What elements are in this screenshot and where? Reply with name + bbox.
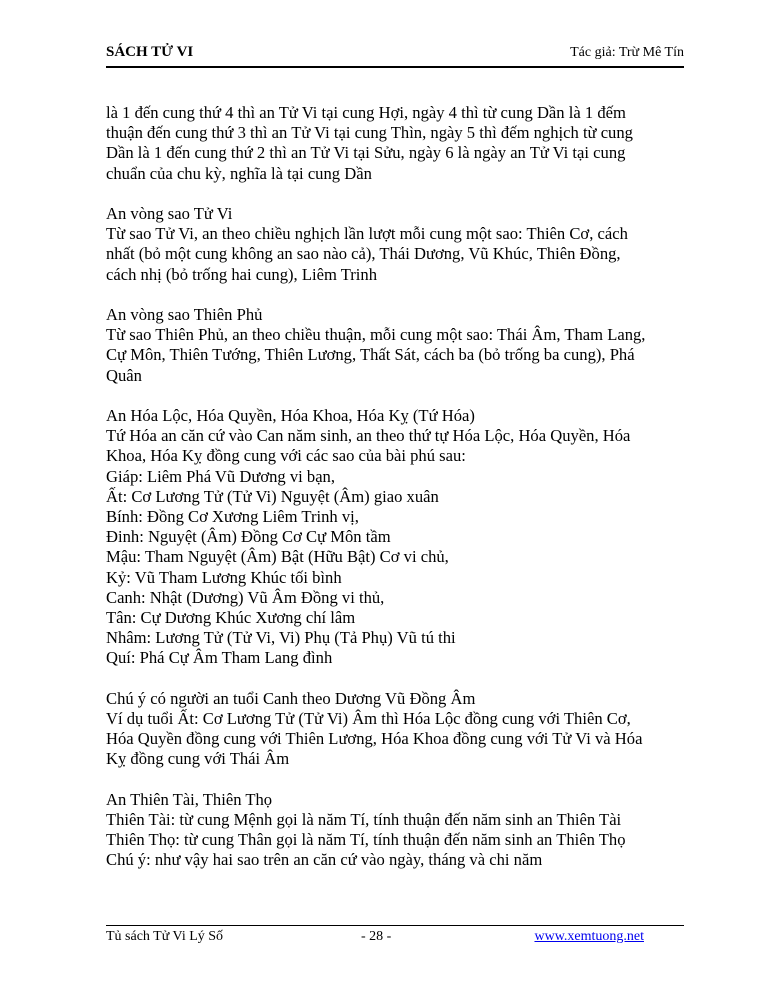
text-line: Từ sao Tử Vi, an theo chiều nghịch lần lượt mỗi cung một sao: Thiên Cơ, cách [106,224,628,244]
page-number: - 28 - [361,929,392,944]
text-line: Canh: Nhật (Dương) Vũ Âm Đồng vi thủ, [106,587,385,607]
text-line: Ất: Cơ Lương Tử (Tử Vi) Nguyệt (Âm) giao xuân [106,486,439,506]
text-line: Thiên Tài: từ cung Mệnh gọi là năm Tí, tính thuận đến năm sinh an Thiên Tài [106,810,622,830]
book-title: SÁCH TỬ VI [106,44,194,60]
paragraph [106,204,696,285]
text-line: Cự Môn, Thiên Tướng, Thiên Lương, Thất Sát, cách ba (bỏ trống ba cung), Phá [106,345,635,365]
text-line: Đinh: Nguyệt (Âm) Đồng Cơ Cự Môn tầm [106,527,391,547]
paragraph [106,103,696,184]
text-line: An Hóa Lộc, Hóa Quyền, Hóa Khoa, Hóa Kỵ (Tứ Hóa) [106,406,475,425]
page-header [106,44,684,68]
text-line: Thiên Thọ: từ cung Thân gọi là năm Tí, tính thuận đến năm sinh an Thiên Thọ [106,830,626,850]
text-line: Chú ý có người an tuổi Canh theo Dương Vũ Đồng Âm [106,688,476,708]
text-line: cách nhị (bỏ trống hai cung), Liêm Trinh [106,264,377,284]
paragraph [106,790,696,871]
text-line: Từ sao Thiên Phủ, an theo chiều thuận, mỗi cung một sao: Thái Âm, Tham Lang, [106,325,646,345]
text-line: Nhâm: Lương Tử (Tử Vi, Vi) Phụ (Tả Phụ) Vũ tú thi [106,628,456,648]
text-line: Tân: Cự Dương Khúc Xương chí lâm [106,608,356,628]
text-line: An vòng sao Tử Vi [106,204,233,223]
paragraph [106,406,696,669]
series-name: Tủ sách Tử Vi Lý Số [106,929,224,944]
paragraph [106,305,696,386]
text-line: An vòng sao Thiên Phủ [106,305,263,324]
text-line: Mậu: Tham Nguyệt (Âm) Bật (Hữu Bật) Cơ vi chủ, [106,547,449,567]
text-line: là 1 đến cung thứ 4 thì an Tử Vi tại cung Hợi, ngày 4 thì từ cung Dần là 1 đếm [106,103,626,122]
text-line: Kỷ: Vũ Tham Lương Khúc tối bình [106,567,342,587]
document-body [106,103,696,891]
page-footer [106,925,684,946]
text-line: An Thiên Tài, Thiên Thọ [106,789,273,809]
author-label: Tác giả: Trừ Mê Tín [570,45,684,60]
text-line: Bính: Đồng Cơ Xương Liêm Trinh vị, [106,507,359,527]
text-line: chuẩn của chu kỳ, nghĩa là tại cung Dần [106,163,372,183]
text-line: nhất (bỏ một cung không an sao nào cả), Thái Dương, Vũ Khúc, Thiên Đồng, [106,244,621,264]
website-link[interactable]: www.xemtuong.net [534,929,644,944]
text-line: Dần là 1 đến cung thứ 2 thì an Tử Vi tại Sửu, ngày 6 là ngày an Tử Vi tại cung [106,143,626,163]
text-line: thuận đến cung thứ 3 thì an Tử Vi tại cung Thìn, ngày 5 thì đếm nghịch từ cung [106,123,633,143]
text-line: Ví dụ tuổi Ất: Cơ Lương Tử (Tử Vi) Âm thì Hóa Lộc đồng cung với Thiên Cơ, [106,709,631,729]
text-line: Quí: Phá Cự Âm Tham Lang đình [106,648,333,668]
text-line: Kỵ đồng cung với Thái Âm [106,749,290,769]
text-line: Hóa Quyền đồng cung với Thiên Lương, Hóa Khoa đồng cung với Tử Vi và Hóa [106,729,643,749]
text-line: Giáp: Liêm Phá Vũ Dương vi bạn, [106,466,336,486]
text-line: Tứ Hóa an căn cứ vào Can năm sinh, an theo thứ tự Hóa Lộc, Hóa Quyền, Hóa [106,426,631,446]
text-line: Quân [106,365,142,385]
paragraph [106,689,696,770]
text-line: Khoa, Hóa Kỵ đồng cung với các sao của bài phú sau: [106,446,466,466]
text-line: Chú ý: như vậy hai sao trên an căn cứ vào ngày, tháng và chi năm [106,850,543,870]
